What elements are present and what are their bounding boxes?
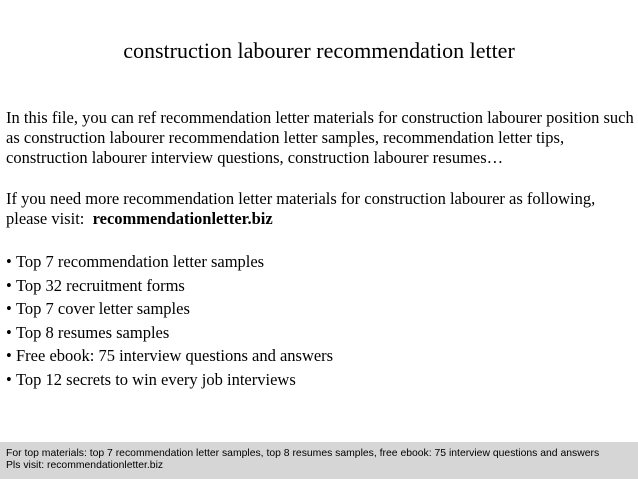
resource-list bbox=[6, 250, 634, 391]
list-item bbox=[6, 297, 634, 321]
bullet-icon: • bbox=[6, 369, 12, 389]
list-item-text: Top 12 secrets to win every job interviews bbox=[16, 369, 296, 389]
page-title: construction labourer recommendation letter bbox=[123, 38, 515, 63]
document-body bbox=[6, 108, 634, 391]
list-item-text: Top 7 cover letter samples bbox=[16, 299, 190, 318]
footer-banner bbox=[0, 442, 638, 479]
list-item-text: Top 32 recruitment forms bbox=[16, 275, 185, 295]
more-materials-paragraph bbox=[6, 189, 634, 229]
footer-line-materials: For top materials: top 7 recommendation letter samples, top 8 resumes samples, free ebook: 75 interview questions and answers bbox=[6, 448, 600, 459]
footer-line-visit: Pls visit: recommendationletter.biz bbox=[6, 460, 164, 471]
list-item bbox=[6, 344, 634, 368]
bullet-icon: • bbox=[6, 275, 12, 295]
intro-paragraph: In this file, you can ref recommendation letter materials for construction labourer position such as construction labourer recommendation letter samples, recommendation letter tips, construction labourer interview questions, construction labourer resumes… bbox=[6, 108, 634, 167]
bullet-icon: • bbox=[6, 322, 12, 342]
list-item bbox=[6, 250, 634, 274]
website-link[interactable]: recommendationletter.biz bbox=[92, 209, 273, 228]
list-item bbox=[6, 321, 634, 345]
bullet-icon: • bbox=[6, 299, 12, 318]
list-item-text: Free ebook: 75 interview questions and answers bbox=[16, 346, 334, 365]
list-item-text: Top 7 recommendation letter samples bbox=[16, 252, 265, 271]
more-materials-text: If you need more recommendation letter materials for construction labourer as following, please visit: bbox=[6, 189, 596, 228]
bullet-icon: • bbox=[6, 346, 12, 365]
bullet-icon: • bbox=[6, 252, 12, 271]
list-item bbox=[6, 368, 634, 392]
list-item-text: Top 8 resumes samples bbox=[16, 322, 170, 342]
list-item bbox=[6, 274, 634, 298]
